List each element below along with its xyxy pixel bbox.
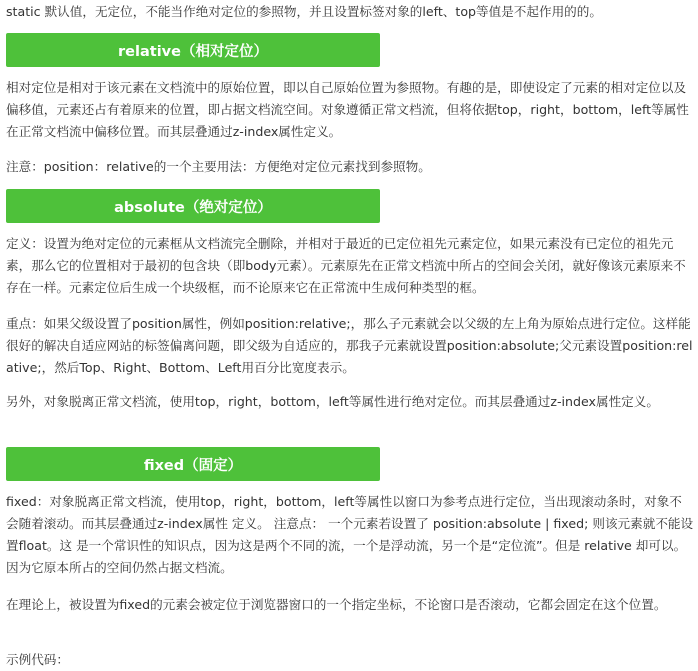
paragraph-fixed-theory: 在理论上，被设置为fixed的元素会被定位于浏览器窗口的一个指定坐标，不论窗口是否滚动，它都会固定在这个位置。 [6,597,667,612]
paragraph-absolute-key-point: 重点：如果父级设置了position属性，例如position:relative;，那么子元素就会以父级的左上角为原始点进行定位。这样能很好的解决自适应网站的标签偏离问题，即父级为自适应的，那我子元素就设置position:absolute;父元素设置position:relative;，然后Top、Right、Bottom、Left用百分比宽度表示。 [6,316,693,375]
paragraph-relative-note: 注意：position：relative的一个主要用法：方便绝对定位元素找到参照物。 [6,159,431,174]
paragraph-example-code-label: 示例代码： [6,652,69,667]
section-heading-fixed: fixed（固定） [6,447,380,481]
section-heading-relative: relative（相对定位） [6,33,380,67]
section-heading-absolute: absolute（绝对定位） [6,189,380,223]
paragraph-relative-definition: 相对定位是相对于该元素在文档流中的原始位置，即以自己原始位置为参照物。有趣的是，即使设定了元素的相对定位以及偏移值，元素还占有着原来的位置，即占据文档流空间。对象遵循正常文档流，但将依据top，right，bottom，left等属性在正常文档流中偏移位置。而其层叠通过z-index属性定义。 [6,80,689,139]
paragraph-static: static 默认值，无定位，不能当作绝对定位的参照物，并且设置标签对象的left、top等值是不起作用的的。 [6,4,602,19]
paragraph-fixed-definition: fixed：对象脱离正常文档流，使用top，right，bottom，left等属性以窗口为参考点进行定位，当出现滚动条时，对象不会随着滚动。而其层叠通过z-index属性 定义。 注意点： 一个元素若设置了 position:absolute | fixed; 则该元素就不能设置float。这 是一个常识性的知识点，因为这是两个不同的流，一个是浮动流，另一个是“定位流”。但是 relative 却可以。因为它原本所占的空间仍然占据文档流。 [6,494,694,575]
paragraph-absolute-definition: 定义：设置为绝对定位的元素框从文档流完全删除，并相对于最近的已定位祖先元素定位，如果元素没有已定位的祖先元素，那么它的位置相对于最初的包含块（即body元素）。元素原先在正常文档流中所占的空间会关闭，就好像该元素原来不存在一样。元素定位后生成一个块级框，而不论原来它在正常流中生成何种类型的框。 [6,236,686,295]
paragraph-absolute-extra: 另外，对象脱离正常文档流，使用top，right，bottom，left等属性进行绝对定位。而其层叠通过z-index属性定义。 [6,394,659,409]
